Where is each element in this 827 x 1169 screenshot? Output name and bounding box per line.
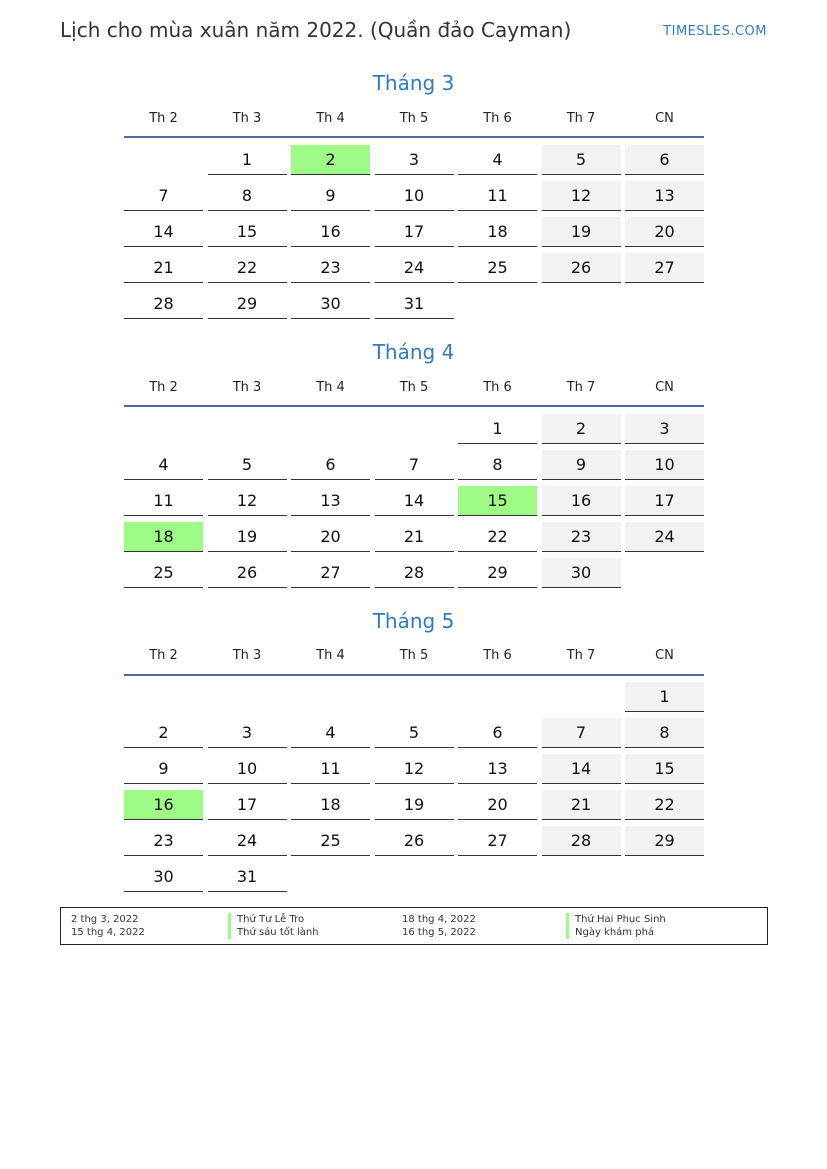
day-cell[interactable]: 8: [625, 718, 704, 748]
day-cell[interactable]: 17: [208, 790, 287, 820]
weekday-label: Th 4: [316, 111, 345, 126]
day-cell[interactable]: 15: [625, 754, 704, 784]
day-cell[interactable]: 27: [291, 558, 370, 588]
day-cell[interactable]: 28: [542, 826, 621, 856]
legend-date: 18 thg 4, 2022: [402, 914, 476, 925]
weekday-header-row: [124, 648, 704, 668]
empty-cell: [458, 682, 537, 712]
day-cell[interactable]: 10: [208, 754, 287, 784]
weekday-label: Th 3: [232, 648, 262, 663]
day-cell[interactable]: 28: [375, 558, 454, 588]
day-cell[interactable]: 10: [375, 181, 454, 211]
week-row: [124, 821, 704, 857]
day-cell[interactable]: 20: [291, 522, 370, 552]
day-cell[interactable]: 18: [458, 217, 537, 247]
day-cell[interactable]: 20: [458, 790, 537, 820]
day-cell[interactable]: 1: [625, 682, 704, 712]
day-cell[interactable]: 9: [542, 450, 621, 480]
empty-cell: [625, 862, 704, 892]
day-cell[interactable]: 2: [124, 718, 203, 748]
day-cell[interactable]: 25: [124, 558, 203, 588]
day-cell[interactable]: 29: [625, 826, 704, 856]
day-cell[interactable]: 5: [208, 450, 287, 480]
day-cell[interactable]: 27: [458, 826, 537, 856]
weekday-label: Th 5: [399, 111, 429, 126]
empty-cell: [291, 414, 370, 444]
day-cell[interactable]: 13: [458, 754, 537, 784]
month-calendar: [124, 111, 704, 320]
month-title: Tháng 4: [372, 340, 455, 364]
weekday-label: Th 2: [149, 648, 178, 663]
day-cell[interactable]: 31: [375, 289, 454, 319]
empty-cell: [375, 862, 454, 892]
weekday-label: Th 7: [566, 648, 596, 663]
legend-holiday-name: Thứ Tư Lễ Tro: [228, 913, 304, 926]
week-row: [124, 248, 704, 284]
day-cell[interactable]: 9: [124, 754, 203, 784]
day-cell[interactable]: 3: [625, 414, 704, 444]
day-cell[interactable]: 13: [625, 181, 704, 211]
weekday-label: Th 7: [566, 380, 596, 395]
day-cell[interactable]: 23: [124, 826, 203, 856]
day-cell[interactable]: 27: [625, 253, 704, 283]
day-cell[interactable]: 7: [124, 181, 203, 211]
day-cell[interactable]: 3: [375, 145, 454, 175]
weekday-label: Th 5: [399, 380, 429, 395]
day-cell[interactable]: 14: [124, 217, 203, 247]
page-title: Lịch cho mùa xuân năm 2022. (Quần đảo Cayman): [60, 18, 572, 42]
day-cell[interactable]: 16: [291, 217, 370, 247]
day-cell[interactable]: 2: [542, 414, 621, 444]
weekday-label: Th 5: [399, 648, 429, 663]
header-rule: [124, 136, 704, 138]
day-cell[interactable]: 11: [124, 486, 203, 516]
day-cell[interactable]: 19: [542, 217, 621, 247]
empty-cell: [291, 682, 370, 712]
day-cell[interactable]: 4: [124, 450, 203, 480]
empty-cell: [208, 414, 287, 444]
empty-cell: [124, 145, 203, 175]
day-cell[interactable]: 16: [542, 486, 621, 516]
legend-date: 15 thg 4, 2022: [71, 927, 145, 938]
week-row: [124, 785, 704, 821]
week-row: [124, 553, 704, 589]
day-cell[interactable]: 24: [208, 826, 287, 856]
day-cell[interactable]: 23: [542, 522, 621, 552]
brand-link[interactable]: TIMESLES.COM: [663, 24, 767, 39]
day-cell[interactable]: 21: [124, 253, 203, 283]
weekday-label: Th 7: [566, 111, 596, 126]
legend-date: 16 thg 5, 2022: [402, 927, 476, 938]
day-cell[interactable]: 29: [208, 289, 287, 319]
legend-holiday-name: Thứ Hai Phục Sinh: [566, 913, 666, 926]
day-cell[interactable]: 25: [291, 826, 370, 856]
header-rule: [124, 674, 704, 676]
month-title: Tháng 5: [372, 609, 455, 633]
day-cell[interactable]: 12: [542, 181, 621, 211]
week-row: [124, 749, 704, 785]
day-cell[interactable]: 16: [124, 790, 203, 820]
day-cell[interactable]: 29: [458, 558, 537, 588]
day-cell[interactable]: 24: [625, 522, 704, 552]
empty-cell: [291, 862, 370, 892]
weekday-label: Th 6: [483, 111, 512, 126]
day-cell[interactable]: 7: [542, 718, 621, 748]
day-cell[interactable]: 8: [458, 450, 537, 480]
day-cell[interactable]: 14: [375, 486, 454, 516]
day-cell[interactable]: 14: [542, 754, 621, 784]
day-cell[interactable]: 26: [375, 826, 454, 856]
day-cell[interactable]: 28: [124, 289, 203, 319]
empty-cell: [542, 682, 621, 712]
day-cell[interactable]: 3: [208, 718, 287, 748]
day-cell[interactable]: 30: [124, 862, 203, 892]
week-row: [124, 140, 704, 176]
day-cell[interactable]: 31: [208, 862, 287, 892]
weekday-label: Th 2: [149, 380, 178, 395]
weekday-label: Th 6: [483, 648, 512, 663]
weekday-label: Th 3: [232, 380, 262, 395]
day-cell[interactable]: 12: [208, 486, 287, 516]
empty-cell: [124, 414, 203, 444]
month-calendar: [124, 380, 704, 589]
day-cell[interactable]: 22: [208, 253, 287, 283]
weekday-header-row: [124, 111, 704, 131]
day-cell[interactable]: 30: [542, 558, 621, 588]
empty-cell: [458, 862, 537, 892]
weekday-label: Th 6: [483, 380, 512, 395]
day-cell[interactable]: 20: [625, 217, 704, 247]
day-cell[interactable]: 18: [124, 522, 203, 552]
week-row: [124, 713, 704, 749]
day-cell[interactable]: 22: [458, 522, 537, 552]
weekday-label: Th 4: [316, 648, 345, 663]
day-cell[interactable]: 11: [458, 181, 537, 211]
day-cell[interactable]: 4: [291, 718, 370, 748]
day-cell[interactable]: 4: [458, 145, 537, 175]
day-cell[interactable]: 11: [291, 754, 370, 784]
week-row: [124, 677, 704, 713]
day-cell[interactable]: 1: [458, 414, 537, 444]
month-calendar: [124, 648, 704, 893]
empty-cell: [625, 289, 704, 319]
empty-cell: [375, 414, 454, 444]
empty-cell: [625, 558, 704, 588]
week-row: [124, 212, 704, 248]
day-cell[interactable]: 17: [625, 486, 704, 516]
month-title: Tháng 3: [372, 71, 455, 95]
day-cell[interactable]: 19: [375, 790, 454, 820]
day-cell[interactable]: 30: [291, 289, 370, 319]
day-cell[interactable]: 19: [208, 522, 287, 552]
empty-cell: [458, 289, 537, 319]
day-cell[interactable]: 21: [542, 790, 621, 820]
week-row: [124, 481, 704, 517]
week-row: [124, 517, 704, 553]
day-cell[interactable]: 10: [625, 450, 704, 480]
week-row: [124, 409, 704, 445]
day-cell[interactable]: 18: [291, 790, 370, 820]
day-cell[interactable]: 12: [375, 754, 454, 784]
day-cell[interactable]: 26: [542, 253, 621, 283]
day-cell[interactable]: 17: [375, 217, 454, 247]
empty-cell: [542, 289, 621, 319]
empty-cell: [208, 682, 287, 712]
week-row: [124, 445, 704, 481]
week-row: [124, 284, 704, 320]
day-cell[interactable]: 13: [291, 486, 370, 516]
day-cell[interactable]: 1: [208, 145, 287, 175]
day-cell[interactable]: 2: [291, 145, 370, 175]
day-cell[interactable]: 25: [458, 253, 537, 283]
day-cell[interactable]: 5: [542, 145, 621, 175]
day-cell[interactable]: 9: [291, 181, 370, 211]
day-cell[interactable]: 5: [375, 718, 454, 748]
weekday-label: CN: [655, 648, 674, 663]
day-cell[interactable]: 21: [375, 522, 454, 552]
day-cell[interactable]: 15: [458, 486, 537, 516]
day-cell[interactable]: 23: [291, 253, 370, 283]
empty-cell: [542, 862, 621, 892]
legend-holiday-name: Ngày khám phá: [566, 926, 654, 939]
day-cell[interactable]: 6: [291, 450, 370, 480]
day-cell[interactable]: 6: [458, 718, 537, 748]
day-cell[interactable]: 7: [375, 450, 454, 480]
day-cell[interactable]: 26: [208, 558, 287, 588]
weekday-label: CN: [655, 111, 674, 126]
day-cell[interactable]: 15: [208, 217, 287, 247]
holiday-legend: [60, 907, 768, 945]
empty-cell: [375, 682, 454, 712]
legend-date: 2 thg 3, 2022: [71, 914, 139, 925]
empty-cell: [124, 682, 203, 712]
header-rule: [124, 405, 704, 407]
weekday-header-row: [124, 380, 704, 400]
weekday-label: Th 4: [316, 380, 345, 395]
day-cell[interactable]: 24: [375, 253, 454, 283]
day-cell[interactable]: 6: [625, 145, 704, 175]
day-cell[interactable]: 8: [208, 181, 287, 211]
weekday-label: Th 3: [232, 111, 262, 126]
week-row: [124, 857, 704, 893]
weekday-label: CN: [655, 380, 674, 395]
legend-holiday-name: Thứ sáu tốt lành: [228, 926, 319, 939]
weekday-label: Th 2: [149, 111, 178, 126]
day-cell[interactable]: 22: [625, 790, 704, 820]
week-row: [124, 176, 704, 212]
